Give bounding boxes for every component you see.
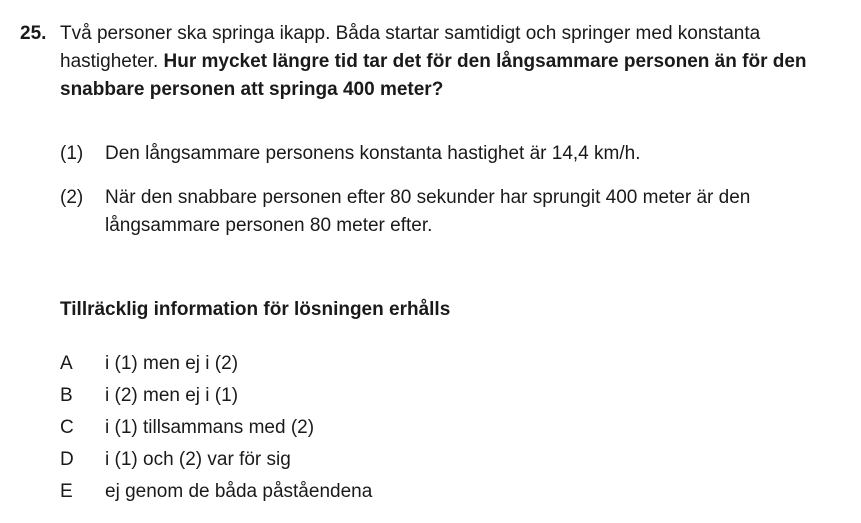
statement-1-number: (1) (60, 143, 84, 164)
answer-options (60, 350, 660, 510)
option-b-letter: B (60, 385, 73, 406)
statement-1-text: Den långsammare personens konstanta hastighet är 14,4 km/h. (105, 143, 641, 164)
question-text (60, 20, 850, 104)
option-d[interactable] (60, 446, 660, 478)
option-a-letter: A (60, 353, 73, 374)
option-b-text: i (2) men ej i (1) (105, 385, 239, 406)
question-intro: Två personer ska springa ikapp. Båda startar samtidigt och springer med konstanta hastigheter. (60, 23, 761, 72)
question-prompt: Hur mycket längre tid tar det för den långsammare personen än för den snabbare personen att springa 400 meter? (60, 51, 807, 100)
statement-2 (60, 184, 840, 240)
option-c-letter: C (60, 417, 74, 438)
option-e[interactable] (60, 478, 660, 510)
option-c[interactable] (60, 414, 660, 446)
option-b[interactable] (60, 382, 660, 414)
statement-2-text: När den snabbare personen efter 80 sekunder har sprungit 400 meter är den långsammare personen 80 meter efter. (105, 187, 751, 236)
option-a-text: i (1) men ej i (2) (105, 353, 239, 374)
statement-1 (60, 140, 840, 168)
option-d-text: i (1) och (2) var för sig (105, 449, 291, 470)
option-e-text: ej genom de båda påståendena (105, 481, 373, 502)
option-a[interactable] (60, 350, 660, 382)
options-heading: Tillräcklig information för lösningen erhålls (60, 299, 451, 320)
option-c-text: i (1) tillsammans med (2) (105, 417, 315, 438)
question-number: 25. (20, 23, 47, 44)
option-e-letter: E (60, 481, 73, 502)
statement-2-number: (2) (60, 187, 84, 208)
option-d-letter: D (60, 449, 74, 470)
